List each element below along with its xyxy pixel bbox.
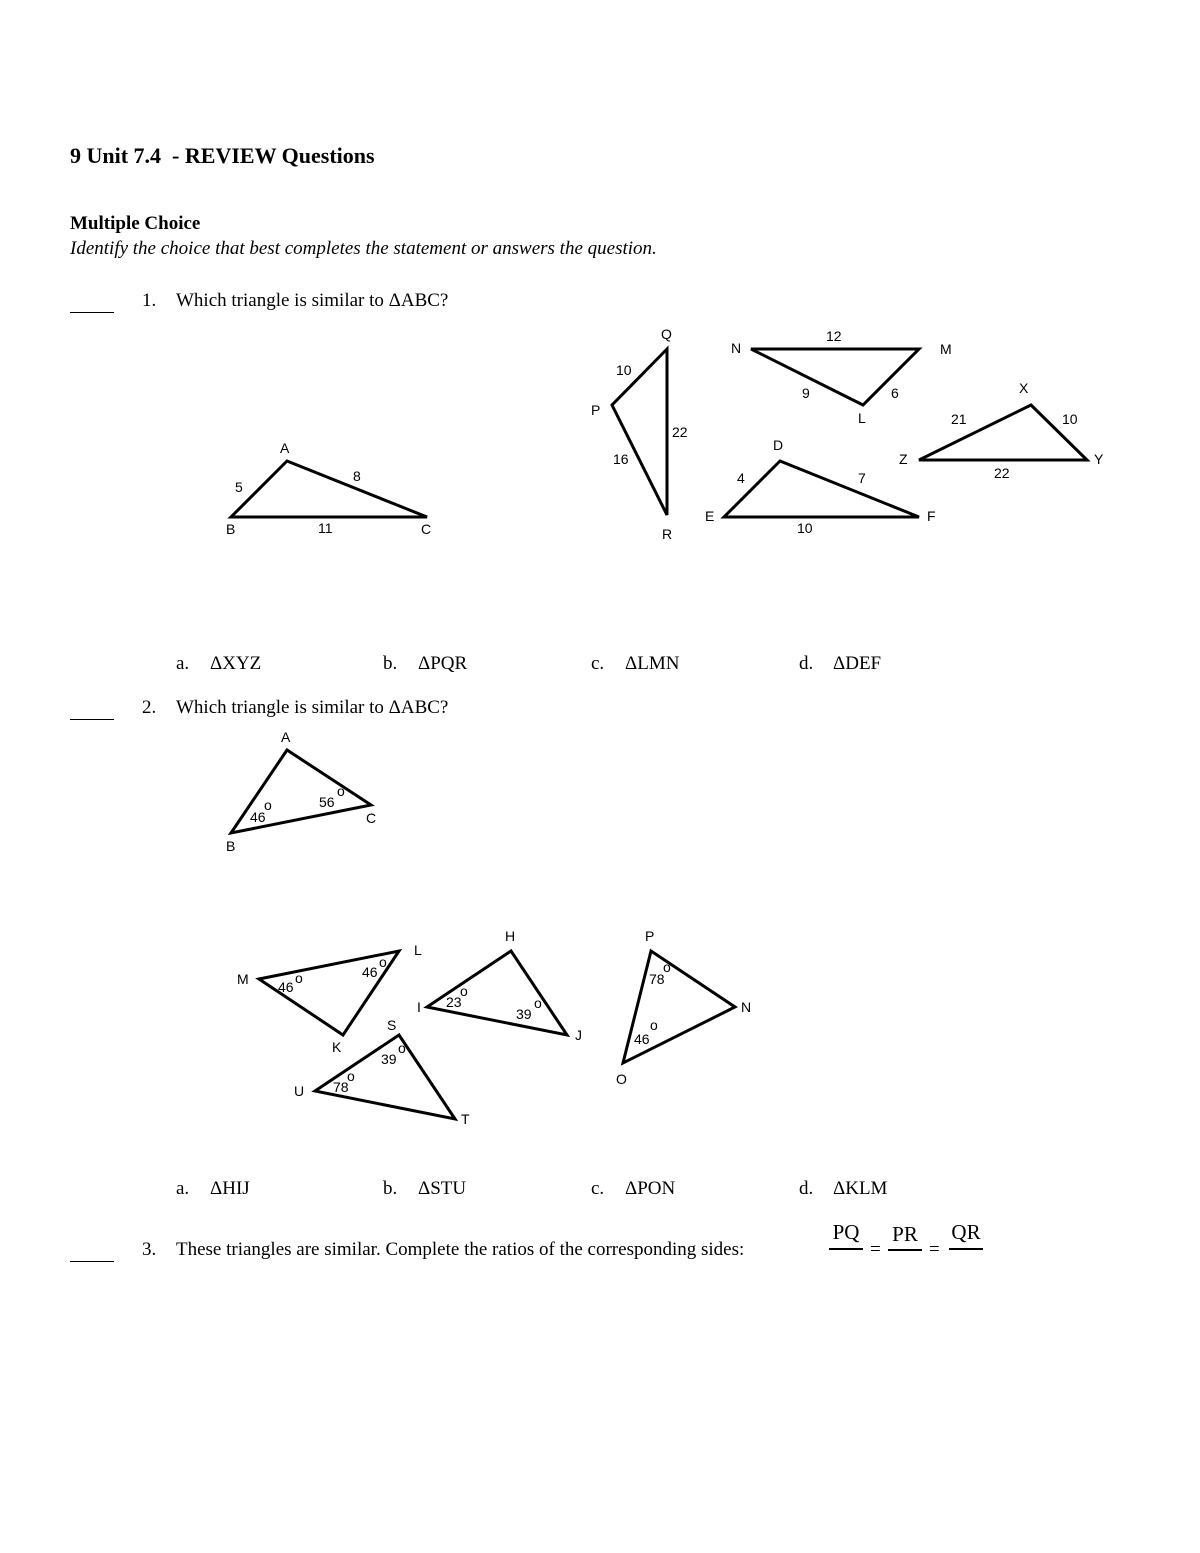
side-label: 22: [994, 465, 1010, 481]
question-number: 1.: [142, 290, 157, 311]
vertex-label: M: [940, 341, 952, 357]
choice-letter: b.: [383, 653, 398, 674]
degree-mark: o: [398, 1040, 406, 1056]
question-text: Which triangle is similar to ΔABC?: [176, 697, 449, 718]
ratio-numerator-qr: QR: [951, 1220, 981, 1244]
vertex-label: N: [741, 999, 752, 1015]
vertex-label: L: [414, 942, 422, 958]
choice-letter: a.: [176, 1178, 190, 1199]
degree-mark: o: [650, 1017, 658, 1033]
vertex-label: P: [591, 402, 601, 418]
choice-letter: c.: [591, 653, 605, 674]
choice-letter: d.: [799, 1178, 814, 1199]
side-label: 10: [616, 362, 632, 378]
vertex-label: T: [461, 1111, 470, 1127]
angle-label: 56: [319, 794, 335, 810]
degree-mark: o: [534, 995, 542, 1011]
question-text: These triangles are similar. Complete the ratios of the corresponding sides:: [176, 1239, 745, 1260]
vertex-label: A: [280, 440, 290, 456]
angle-label: 46: [634, 1031, 650, 1047]
vertex-label: M: [237, 971, 249, 987]
answer-blank-q3[interactable]: [70, 1261, 114, 1262]
degree-mark: o: [460, 983, 468, 999]
choice-a-q2[interactable]: ΔHIJ: [210, 1178, 250, 1199]
triangle-hij: [427, 951, 567, 1035]
choice-a-q1[interactable]: ΔXYZ: [210, 653, 262, 674]
angle-label: 39: [381, 1051, 397, 1067]
vertex-label: N: [731, 340, 742, 356]
vertex-label: Y: [1094, 451, 1104, 467]
degree-mark: o: [264, 797, 272, 813]
side-label: 7: [858, 470, 866, 486]
vertex-label: R: [662, 526, 673, 542]
choice-letter: a.: [176, 653, 190, 674]
side-label: 10: [797, 520, 813, 536]
question-text: Which triangle is similar to ΔABC?: [176, 290, 449, 311]
ratio-numerator-pr: PR: [892, 1222, 918, 1246]
vertex-label: I: [417, 999, 421, 1015]
section-heading: Multiple Choice: [70, 213, 201, 234]
vertex-label: J: [575, 1027, 582, 1043]
vertex-label: Q: [661, 326, 672, 342]
choice-letter: b.: [383, 1178, 398, 1199]
choice-c-q2[interactable]: ΔPON: [625, 1178, 676, 1199]
vertex-label: A: [281, 729, 291, 745]
side-label: 5: [235, 479, 243, 495]
side-label: 10: [1062, 411, 1078, 427]
vertex-label: P: [645, 928, 655, 944]
page-title: 9 Unit 7.4 - REVIEW Questions: [70, 143, 375, 168]
vertex-label: C: [421, 521, 432, 537]
equals-sign: =: [929, 1239, 940, 1260]
side-label: 12: [826, 328, 842, 344]
vertex-label: U: [294, 1083, 305, 1099]
choice-letter: c.: [591, 1178, 605, 1199]
choice-b-q1[interactable]: ΔPQR: [418, 653, 468, 674]
vertex-label: E: [705, 508, 715, 524]
side-label: 8: [353, 468, 361, 484]
degree-mark: o: [379, 954, 387, 970]
choice-c-q1[interactable]: ΔLMN: [625, 653, 680, 674]
angle-label: 39: [516, 1006, 532, 1022]
side-label: 9: [802, 385, 810, 401]
degree-mark: o: [663, 959, 671, 975]
angle-label: 46: [362, 964, 378, 980]
fraction-bar: [888, 1249, 922, 1251]
side-label: 4: [737, 470, 745, 486]
vertex-label: S: [387, 1017, 397, 1033]
vertex-label: D: [773, 437, 784, 453]
side-label: 6: [891, 385, 899, 401]
angle-label: 23: [446, 994, 462, 1010]
choice-letter: d.: [799, 653, 814, 674]
side-label: 22: [672, 424, 688, 440]
question-number: 2.: [142, 697, 157, 718]
angle-label: 78: [333, 1079, 349, 1095]
fraction-bar: [829, 1248, 863, 1250]
angle-label: 46: [250, 809, 266, 825]
vertex-label: C: [366, 810, 377, 826]
side-label: 21: [951, 411, 967, 427]
fraction-bar: [949, 1248, 983, 1250]
choice-d-q1[interactable]: ΔDEF: [833, 653, 882, 674]
ratio-numerator-pq: PQ: [832, 1220, 860, 1244]
vertex-label: F: [927, 508, 936, 524]
degree-mark: o: [347, 1068, 355, 1084]
section-instructions: Identify the choice that best completes the statement or answers the question.: [70, 238, 657, 259]
choice-d-q2[interactable]: ΔKLM: [833, 1178, 888, 1199]
angle-label: 78: [649, 971, 665, 987]
vertex-label: B: [226, 521, 236, 537]
vertex-label: H: [505, 928, 516, 944]
angle-label: 46: [278, 979, 294, 995]
vertex-label: K: [332, 1039, 342, 1055]
side-label: 16: [613, 451, 629, 467]
vertex-label: O: [616, 1071, 627, 1087]
choice-b-q2[interactable]: ΔSTU: [418, 1178, 467, 1199]
vertex-label: L: [858, 410, 866, 426]
question-number: 3.: [142, 1239, 157, 1260]
vertex-label: X: [1019, 380, 1029, 396]
vertex-label: Z: [899, 451, 908, 467]
degree-mark: o: [295, 970, 303, 986]
equals-sign: =: [870, 1239, 881, 1260]
vertex-label: B: [226, 838, 236, 854]
degree-mark: o: [337, 783, 345, 799]
side-label: 11: [318, 520, 333, 536]
